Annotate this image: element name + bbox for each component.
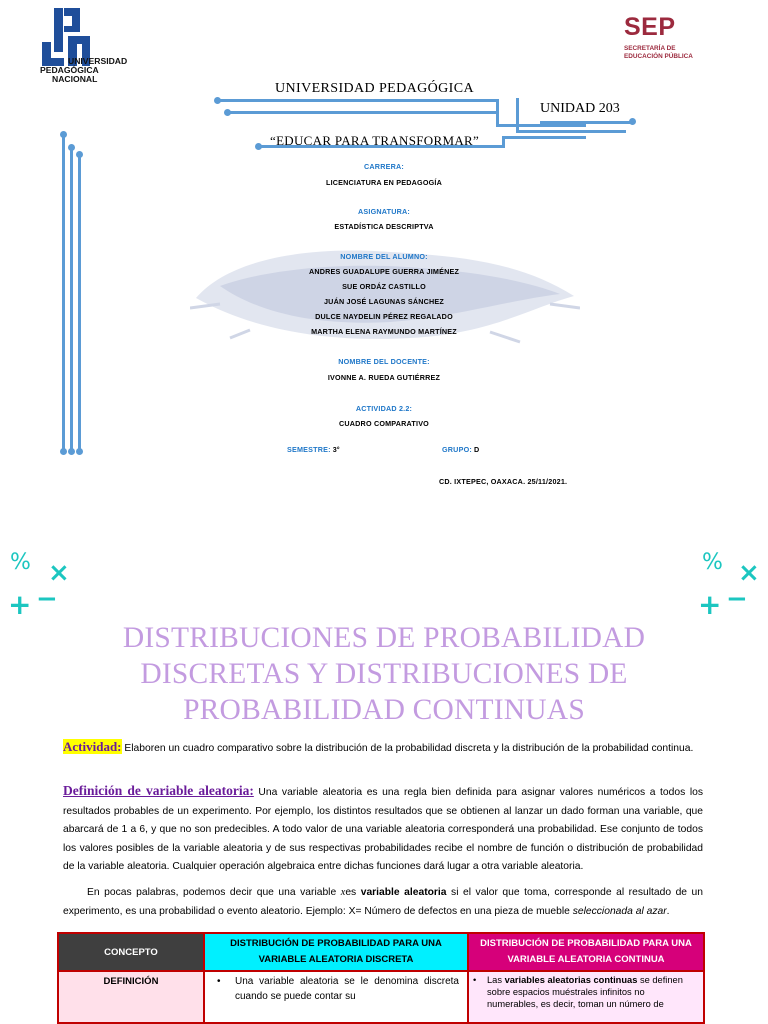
upn-logo-text: [38, 57, 148, 84]
header-continuous-label: DISTRIBUCIÓN DE PROBABILIDAD PARA UNA VARIABLE ALEATORIA CONTINUA: [480, 938, 692, 965]
decor-line: [516, 130, 626, 133]
summary-italic: seleccionada al azar: [572, 905, 667, 917]
docente-label: NOMBRE DEL DOCENTE:: [338, 357, 430, 366]
header-concept-label: CONCEPTO: [104, 946, 158, 958]
asignatura-label: ASIGNATURA:: [358, 207, 410, 216]
title-line: DISCRETAS Y DISTRIBUCIONES DE: [140, 658, 628, 690]
decor-line: [78, 154, 81, 452]
minus-icon: −: [726, 584, 748, 614]
grupo: [442, 445, 479, 454]
summary-paragraph: [63, 884, 703, 921]
times-icon: ×: [48, 558, 70, 588]
student-name: MARTHA ELENA RAYMUNDO MARTÍNEZ: [311, 327, 457, 336]
summary-bold: variable aleatoria: [360, 887, 447, 898]
upn-line-3: NACIONAL: [52, 74, 98, 84]
summary-start: En pocas palabras, podemos decir que una variable: [87, 887, 341, 898]
times-icon: ×: [738, 558, 760, 588]
decor-line: [70, 147, 73, 452]
docente-value: IVONNE A. RUEDA GUTIÉRREZ: [327, 373, 441, 382]
decor-line: [540, 121, 632, 124]
plus-icon: +: [698, 588, 722, 621]
row-continuous: [468, 971, 704, 1023]
page-gap: [0, 510, 768, 532]
motto: “EDUCAR PARA TRANSFORMAR”: [270, 133, 480, 148]
asignatura-value: ESTADÍSTICA DESCRIPTVA: [334, 222, 434, 231]
title-line: PROBABILIDAD CONTINUAS: [183, 694, 585, 726]
grupo-value: D: [473, 445, 480, 454]
table-row: [58, 971, 704, 1023]
sep-logo-line2: EDUCACIÓN PÚBLICA: [624, 53, 693, 60]
line-dot: [76, 448, 83, 455]
row-discrete-text: Una variable aleatoria se le denomina discreta cuando se puede contar su: [235, 976, 459, 1002]
minus-icon: −: [36, 584, 58, 614]
place-date: CD. IXTEPEC, OAXACA. 25/11/2021.: [439, 477, 568, 486]
row-concept: [58, 971, 204, 1023]
decor-line: [516, 98, 519, 132]
actividad-heading: Actividad:: [63, 739, 122, 754]
student-name: SUE ORDÁZ CASTILLO: [342, 282, 426, 291]
actividad-label: ACTIVIDAD 2.2:: [355, 404, 413, 413]
summary-mid: es: [345, 887, 361, 898]
content-page: [0, 532, 768, 1024]
row-cont-bold: variables aleatorias continuas: [504, 975, 638, 985]
math-icons-left: [8, 550, 78, 630]
comparison-table: [57, 932, 705, 1024]
cover-page: [0, 0, 768, 510]
decor-line: [502, 136, 586, 139]
line-dot: [224, 109, 231, 116]
header-discrete-label: DISTRIBUCIÓN DE PROBABILIDAD PARA UNA VARIABLE ALEATORIA DISCRETA: [230, 938, 442, 965]
carrera-label: CARRERA:: [364, 162, 404, 171]
student-name: DULCE NAYDELIN PÉREZ REGALADO: [315, 312, 453, 321]
definicion-heading: Definición de variable aleatoria:: [63, 783, 254, 798]
line-dot: [255, 143, 262, 150]
row-discrete: [204, 971, 468, 1023]
grupo-label: GRUPO:: [442, 445, 472, 454]
percent-icon: %: [702, 550, 723, 575]
header-concept: [58, 933, 204, 971]
sep-logo-line1: SECRETARÍA DE: [624, 45, 676, 52]
bullet-icon: •: [217, 976, 221, 987]
student-name: JUÁN JOSÉ LAGUNAS SÁNCHEZ: [323, 297, 444, 306]
line-dot: [60, 448, 67, 455]
definicion-paragraph: [63, 782, 703, 877]
percent-icon: %: [10, 550, 31, 575]
row-cont-start: Las: [487, 975, 505, 985]
math-icons-right: [698, 550, 768, 630]
semestre-label: SEMESTRE:: [287, 445, 331, 454]
summary-x: x: [340, 887, 346, 898]
semestre-value: 3°: [332, 445, 340, 454]
bullet-icon: •: [473, 975, 477, 985]
semestre: [287, 445, 340, 454]
decor-line: [496, 124, 586, 127]
actividad-value: CUADRO COMPARATIVO: [339, 419, 429, 428]
list-item: [473, 974, 697, 1010]
sep-logo-title: SEP: [624, 13, 676, 41]
carrera-value: LICENCIATURA EN PEDAGOGÍA: [325, 178, 442, 187]
decor-line: [228, 111, 498, 114]
definicion-text: Una variable aleatoria es una regla bien definida para asignar valores numéricos a todos los resultados probables de un experimento. Por ejemplo, los distintos resultados que se obtienen al lanzar un dado forman una variable, que abarcará de 1 a 6, y que no son predecibles. A todo valor de una variable aleatoria corresponderá una probabilidad. Ese conjunto de todos los valores posibles de la variable aleatoria y de sus respectivas probabilidades recibe el nombre de función o distribución de probabilidad de la variable aleatoria. Cualquier operación algebraica entre dichas funciones dará lugar a otra variable aleatoria.: [63, 787, 703, 873]
actividad-paragraph: [63, 738, 703, 759]
student-name: ANDRES GUADALUPE GUERRA JIMÉNEZ: [308, 267, 460, 276]
decor-line: [218, 99, 498, 102]
upn-line-2: PEDAGÓGICA: [40, 65, 99, 75]
list-item: [217, 974, 459, 1004]
title-line: DISTRIBUCIONES DE PROBABILIDAD: [122, 622, 646, 654]
header-continuous: [468, 933, 704, 971]
sep-logo: [624, 14, 734, 61]
alumno-label: NOMBRE DEL ALUMNO:: [340, 252, 428, 261]
decor-line: [62, 134, 65, 452]
table-header-row: [58, 933, 704, 971]
summary-end: .: [666, 905, 670, 917]
summary-rest: si el valor que toma, corresponde al resultado de un experimento, es una probabilidad o evento aleatorio. Ejemplo: X= Número de defectos en una pieza de mueble: [63, 887, 703, 917]
line-dot: [68, 448, 75, 455]
row-concept-label: DEFINICIÓN: [103, 976, 159, 987]
page-title: [84, 620, 684, 728]
university-name: UNIVERSIDAD PEDAGÓGICA: [275, 81, 474, 96]
upn-line-1: UNIVERSIDAD: [68, 56, 128, 66]
actividad-text: Elaboren un cuadro comparativo sobre la distribución de la probabilidad discreta y la distribución de la probabilidad continua.: [121, 743, 694, 754]
plus-icon: +: [8, 588, 32, 621]
header-discrete: [204, 933, 468, 971]
unit-name: UNIDAD 203: [540, 101, 620, 116]
row-cont-rest: se definen sobre espacios muéstrales infinitos no numerables, es decir, toman un número de: [487, 975, 683, 1009]
